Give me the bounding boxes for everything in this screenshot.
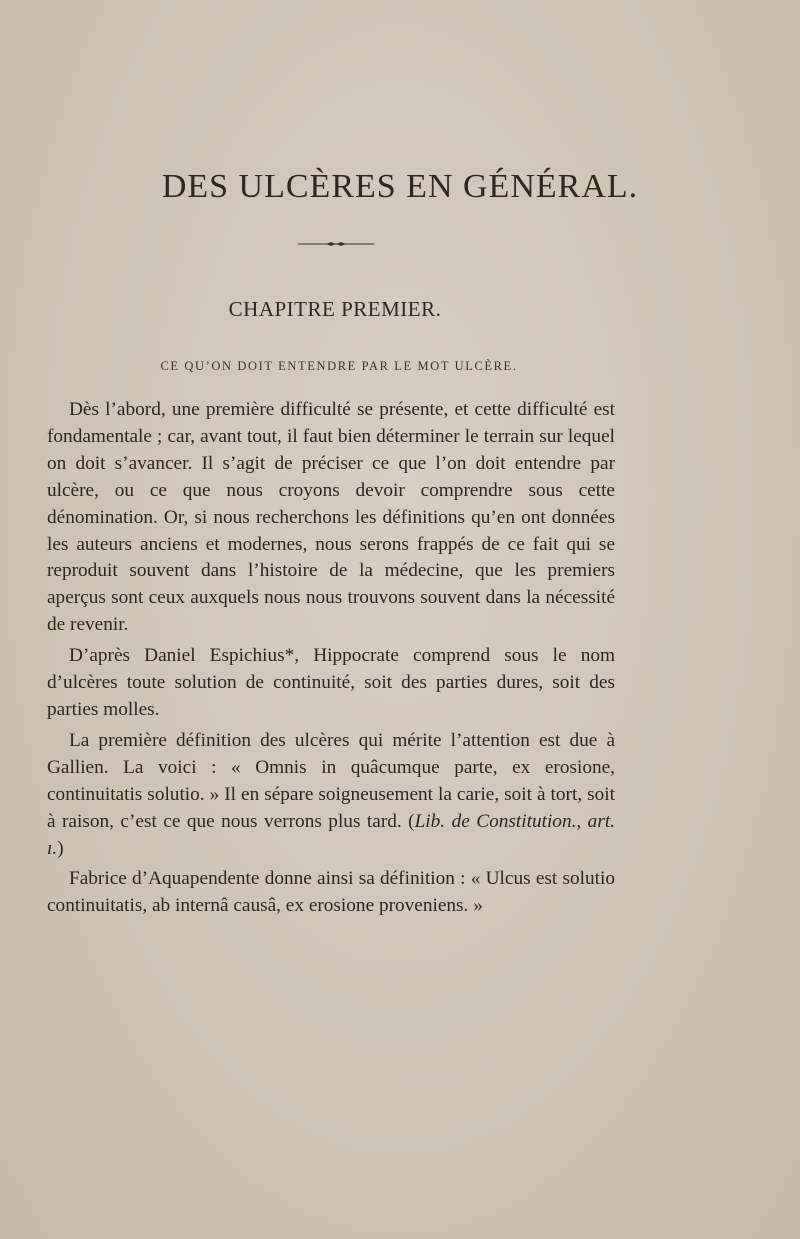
paragraph-aquapendente: Fabrice d’Aquapendente donne ainsi sa définition : « Ulcus est solutio continuitatis, ab internâ causâ, ex erosione proveniens. » <box>47 868 615 917</box>
reference-close: ) <box>57 837 64 859</box>
paragraph-definition-problem: Dès l’abord, une première difficulté se présente, et cette difficulté est fondamentale ; car, avant tout, il faut bien déterminer le terrain sur lequel on doit s’avancer. Il s’agit de préciser ce que l’on doit entendre par ulcère, ou ce que nous croyons devoir comprendre sous cette dénomination. Or, si nous recherchons les définitions qu’en ont données les auteurs anciens et modernes, nous serons frappés de ce fait qui se reproduit souvent dans l’histoire de la médecine, que les premiers aperçus sont ceux auxquels nous nous trouvons souvent dans la nécessité de revenir. <box>47 399 615 636</box>
reference-citation: Lib. de Constitution., art. ı. <box>47 810 616 859</box>
chapter-subtitle: CE QU’ON DOIT ENTENDRE PAR LE MOT ULCÈRE. <box>160 359 518 373</box>
chapter-title: CHAPITRE PREMIER. <box>228 297 442 321</box>
paragraph-gallien-text: La première définition des ulcères qui mérite l’attention est due à Gallien. La voici : « Omnis in quâcumque parte, ex erosione, continuitatis solutio. » Il en sépare soigneusement la carie, soit à tort, soit à raison, c’est ce que nous verrons plus tard. ( <box>47 729 615 832</box>
main-title: DES ULCÈRES EN GÉNÉRAL. <box>161 168 639 205</box>
body-text <box>47 397 615 924</box>
paragraph-espichius: D’après Daniel Espichius*, Hippocrate comprend sous le nom d’ulcères toute solution de continuité, soit des parties dures, soit des parties molles. <box>47 645 615 720</box>
paragraph-gallien <box>47 728 615 863</box>
ornamental-divider <box>298 241 374 247</box>
